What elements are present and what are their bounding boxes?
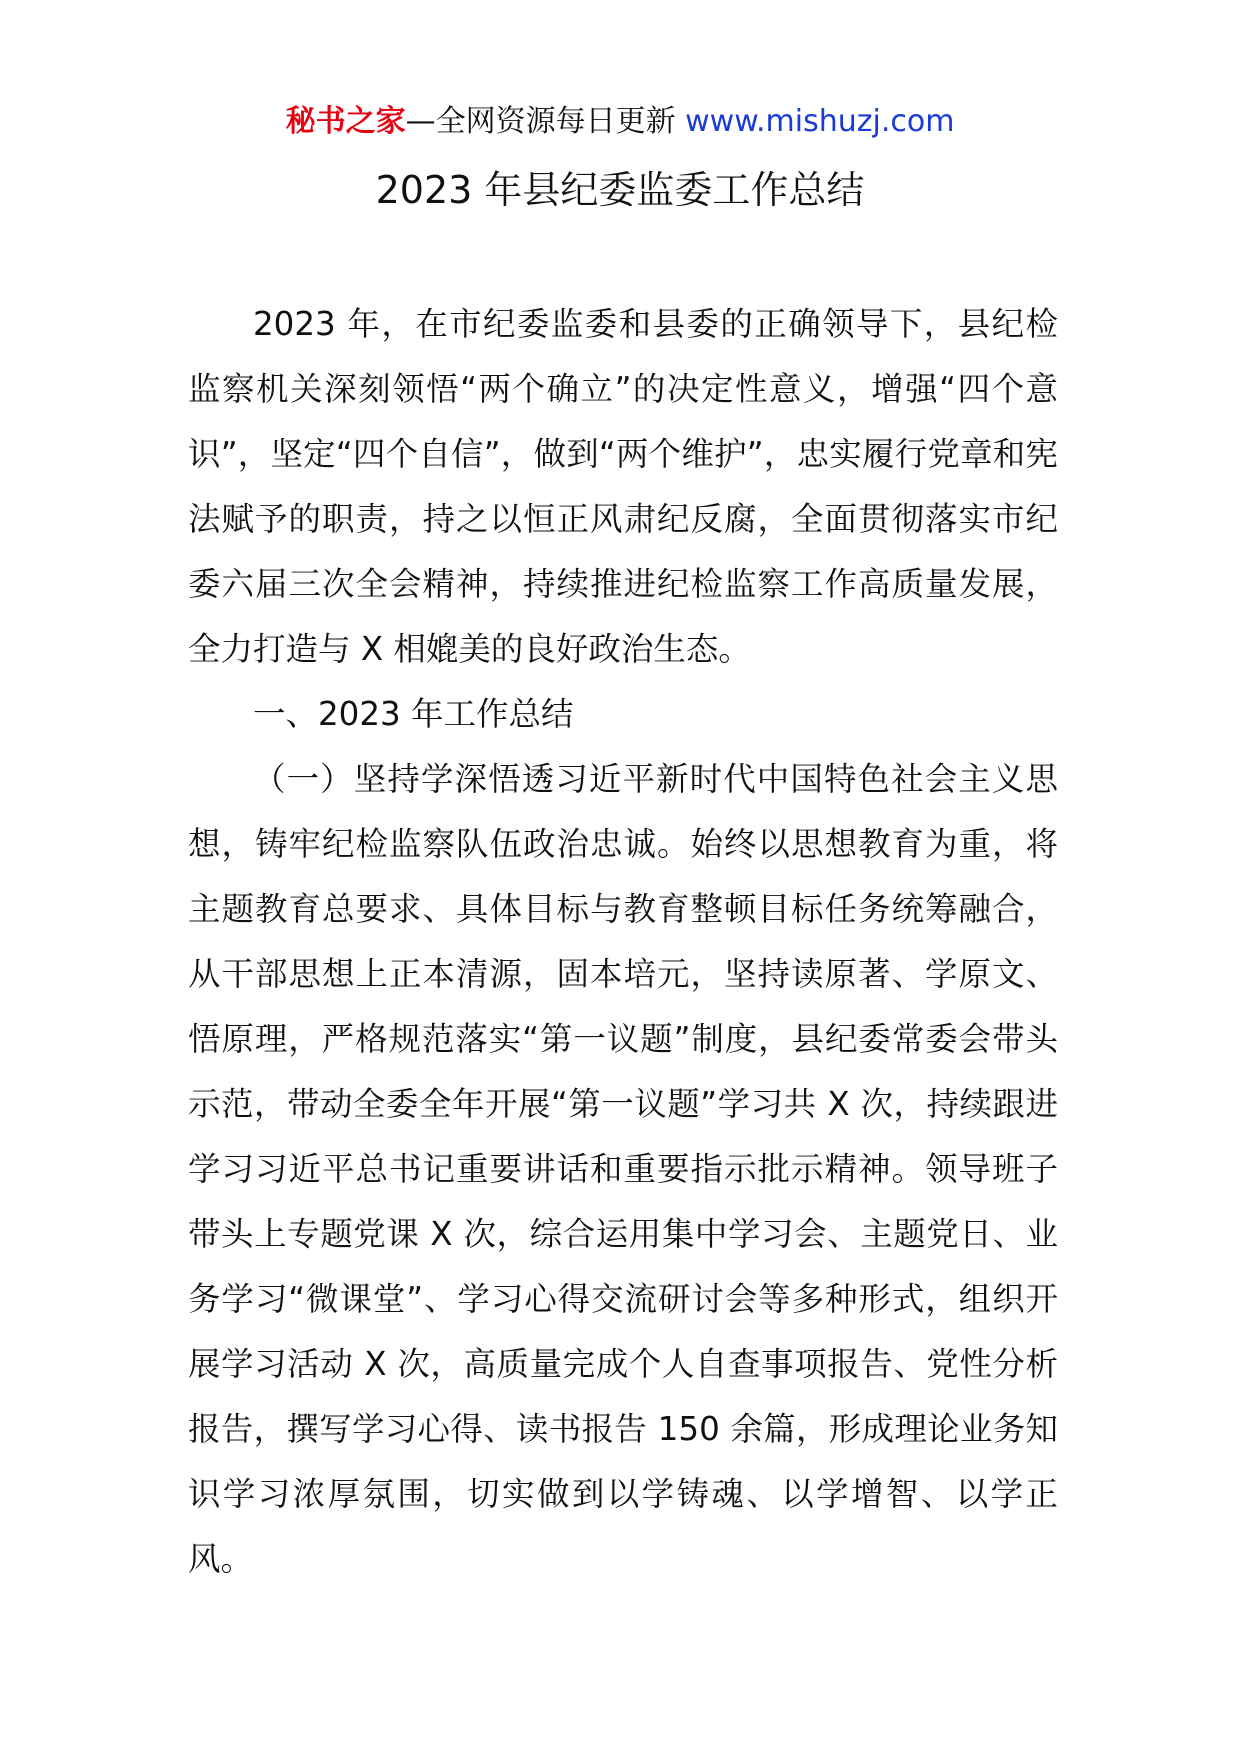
site-tagline: —全网资源每日更新 bbox=[405, 104, 676, 139]
section-heading: 一、2023 年工作总结 bbox=[253, 695, 574, 733]
site-header bbox=[0, 100, 1240, 144]
section-paragraph: （一）坚持学深悟透习近平新时代中国特色社会主义思想，铸牢纪检监察队伍政治忠诚。始终以思想教育为重，将主题教育总要求、具体目标与教育整顿目标任务统筹融合，从干部思想上正本清源，固本培元，坚持读原著、学原文、悟原理，严格规范落实“第一议题”制度，县纪委常委会带头示范，带动全委全年开展“第一议题”学习共 X 次，持续跟进学习习近平总书记重要讲话和重要指示批示精神。领导班子带头上专题党课 X 次，综合运用集中学习会、主题党日、业务学习“微课堂”、学习心得交流研讨会等多种形式，组织开展学习活动 X 次，高质量完成个人自查事项报告、党性分析报告，撰写学习心得、读书报告 150 余篇，形成理论业务知识学习浓厚氛围，切实做到以学铸魂、以学增智、以学正风。 bbox=[188, 760, 1058, 1578]
document-body bbox=[188, 292, 1058, 1592]
intro-paragraph: 2023 年，在市纪委监委和县委的正确领导下，县纪检监察机关深刻领悟“两个确立”的决定性意义，增强“四个意识”，坚定“四个自信”，做到“两个维护”，忠实履行党章和宪法赋予的职责，持之以恒正风肃纪反腐，全面贯彻落实市纪委六届三次全会精神，持续推进纪检监察工作高质量发展，全力打造与 X 相媲美的良好政治生态。 bbox=[188, 305, 1058, 668]
site-brand: 秘书之家 bbox=[285, 104, 406, 139]
document-title: 2023 年县纪委监委工作总结 bbox=[375, 168, 865, 212]
site-url-link[interactable]: www.mishuzj.com bbox=[685, 104, 955, 139]
